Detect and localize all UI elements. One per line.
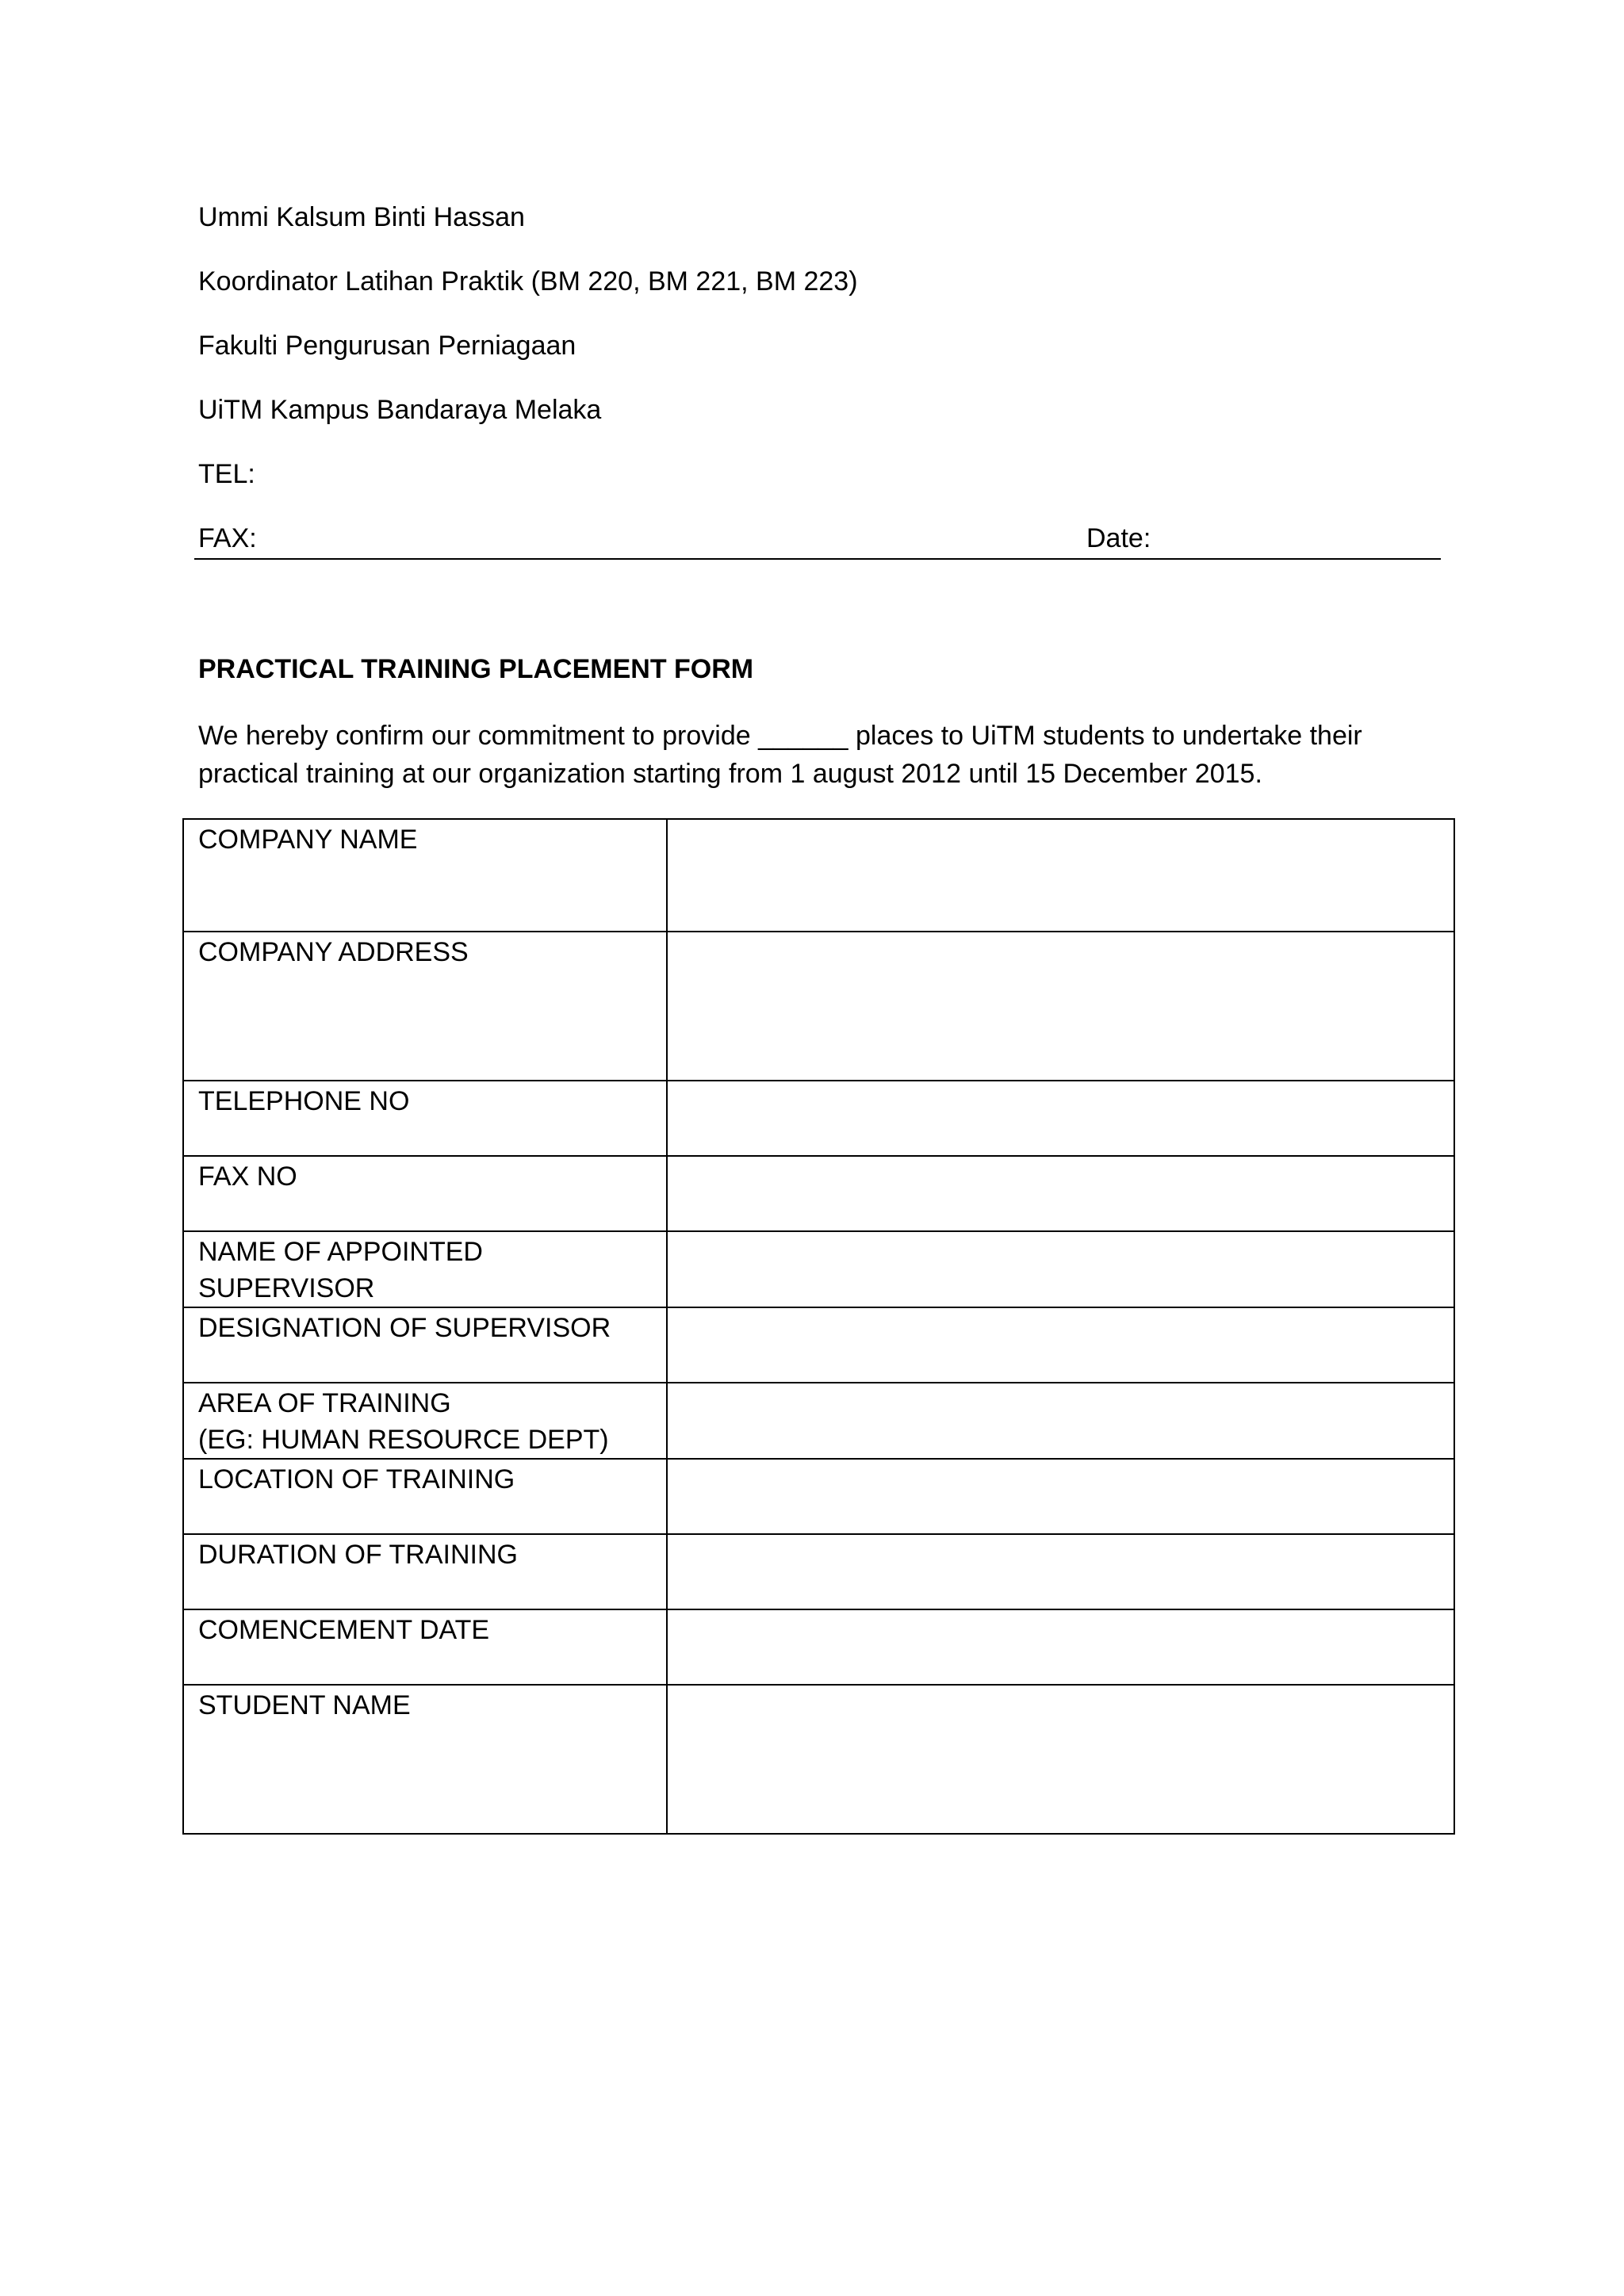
table-row [183, 1081, 1454, 1156]
date-label: Date: [1086, 523, 1151, 553]
fax-label: FAX: [198, 523, 257, 553]
header-divider [194, 558, 1441, 560]
row-label-company-address: COMPANY ADDRESS [183, 932, 667, 1081]
row-label-supervisor-name: NAME OF APPOINTED SUPERVISOR [183, 1231, 667, 1307]
company-address-field[interactable] [667, 932, 1454, 1081]
table-row [183, 1609, 1454, 1685]
recipient-name: Ummi Kalsum Binti Hassan [198, 202, 525, 232]
table-row [183, 1307, 1454, 1383]
tel-label: TEL: [198, 459, 255, 489]
row-label-telephone-no: TELEPHONE NO [183, 1081, 667, 1156]
commencement-date-field[interactable] [667, 1609, 1454, 1685]
row-label-student-name: STUDENT NAME [183, 1685, 667, 1834]
row-label-company-name: COMPANY NAME [183, 819, 667, 932]
telephone-no-field[interactable] [667, 1081, 1454, 1156]
table-row [183, 1534, 1454, 1609]
fax-no-field[interactable] [667, 1156, 1454, 1231]
table-row [183, 819, 1454, 932]
table-row [183, 932, 1454, 1081]
form-title: PRACTICAL TRAINING PLACEMENT FORM [198, 654, 754, 684]
row-label-area-of-training: AREA OF TRAINING (EG: HUMAN RESOURCE DEPT) [183, 1383, 667, 1459]
area-of-training-field[interactable] [667, 1383, 1454, 1459]
company-name-field[interactable] [667, 819, 1454, 932]
table-row [183, 1459, 1454, 1534]
duration-of-training-field[interactable] [667, 1534, 1454, 1609]
student-name-field[interactable] [667, 1685, 1454, 1834]
supervisor-name-field[interactable] [667, 1231, 1454, 1307]
recipient-position: Koordinator Latihan Praktik (BM 220, BM 221, BM 223) [198, 266, 858, 297]
row-label-location-of-training: LOCATION OF TRAINING [183, 1459, 667, 1534]
location-of-training-field[interactable] [667, 1459, 1454, 1534]
row-label-duration-of-training: DURATION OF TRAINING [183, 1534, 667, 1609]
table-row [183, 1685, 1454, 1834]
supervisor-designation-field[interactable] [667, 1307, 1454, 1383]
recipient-campus: UiTM Kampus Bandaraya Melaka [198, 395, 602, 425]
row-label-fax-no: FAX NO [183, 1156, 667, 1231]
table-row [183, 1156, 1454, 1231]
table-row [183, 1231, 1454, 1307]
recipient-faculty: Fakulti Pengurusan Perniagaan [198, 331, 576, 361]
row-label-supervisor-designation: DESIGNATION OF SUPERVISOR [183, 1307, 667, 1383]
placement-form-table [182, 818, 1455, 1835]
table-row [183, 1383, 1454, 1459]
row-label-commencement-date: COMENCEMENT DATE [183, 1609, 667, 1685]
commitment-statement: We hereby confirm our commitment to provide ______ places to UiTM students to undertake their practical training at our organization starting from 1 august 2012 until 15 December 2015. [198, 721, 1362, 789]
